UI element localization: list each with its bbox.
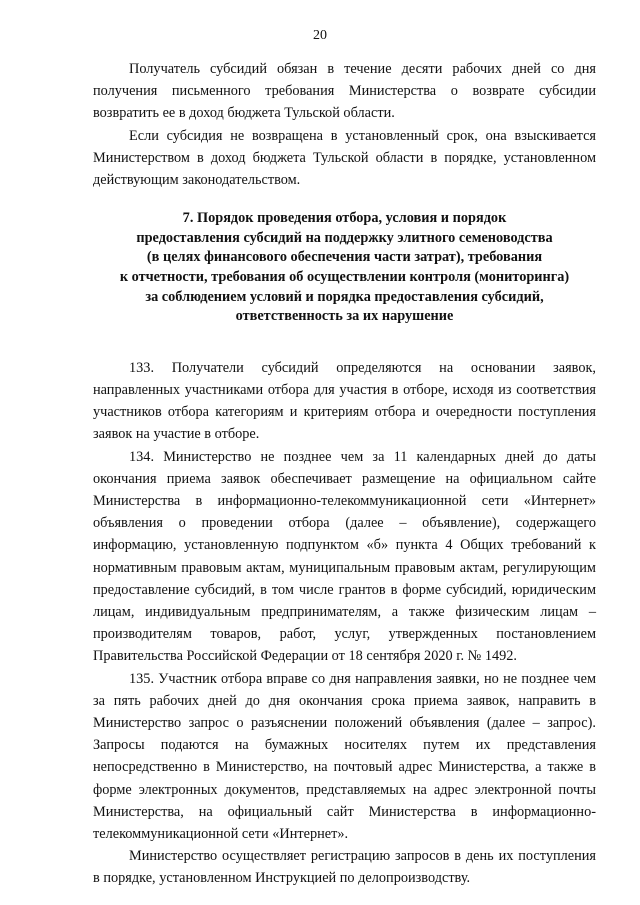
- paragraph-registration: Министерство осуществляет регистрацию запросов в день их поступления в порядке, установленном Инструкцией по делопроизводству.: [93, 848, 596, 887]
- paragraph-134: 134. Министерство не позднее чем за 11 календарных дней до даты окончания приема заявок обеспечивает размещение на официальном сайте Министерства в информационно-телекоммуникационной сети «Интернет» объявления о проведении отбора (далее – объявление), содержащего информацию, установленную подпунктом «б» пункта 4 Общих требований к нормативным правовым актам, муниципальным правовым актам, регулирующим предоставление субсидий, в том числе грантов в форме субсидий, юридическим лицам, индивидуальным предпринимателям, а также физическим лицам – производителям товаров, работ, услуг, утвержденных постановлением Правительства Российской Федерации от 18 сентября 2020 г. № 1492.: [93, 448, 596, 665]
- heading-line: к отчетности, требования об осуществлении контроля (мониторинга): [119, 269, 570, 285]
- page-number: 20: [313, 28, 327, 43]
- section-7-heading: [93, 209, 596, 327]
- paragraph-refund-enforcement: Если субсидия не возвращена в установленный срок, она взыскивается Министерством в доход бюджета Тульской области в порядке, установленном действующим законодательством.: [93, 127, 596, 189]
- heading-line: ответственность за их нарушение: [235, 308, 454, 325]
- heading-line: предоставления субсидий на поддержку элитного семеноводства: [136, 229, 553, 246]
- heading-line: за соблюдением условий и порядка предоставления субсидий,: [145, 288, 544, 305]
- paragraph-135: 135. Участник отбора вправе со дня направления заявки, но не позднее чем за пять рабочих дней до дня окончания срока приема заявок, направить в Министерство запрос о разъяснении положений объявления (далее – запрос). Запросы подаются на бумажных носителях путем их представления непосредственно в Министерство, на почтовый адрес Министерства, а также в форме электронных документов, представляемых на адрес электронной почты Министерства, на официальный сайт Министерства в информационно-телекоммуникационной сети «Интернет».: [93, 670, 596, 843]
- paragraph-refund-obligation: Получатель субсидий обязан в течение десяти рабочих дней со дня получения письменного требования Министерства о возврате субсидии возвратить ее в доход бюджета Тульской области.: [93, 61, 596, 122]
- document-body: [93, 58, 596, 890]
- heading-line: (в целях финансового обеспечения части затрат), требования: [146, 249, 543, 266]
- heading-line: 7. Порядок проведения отбора, условия и порядок: [182, 210, 507, 227]
- paragraph-133: 133. Получатели субсидий определяются на основании заявок, направленных участниками отбора для участия в отборе, исходя из соответствия участников отбора категориям и критериям отбора и очередности поступления заявок на участие в отборе.: [93, 359, 596, 443]
